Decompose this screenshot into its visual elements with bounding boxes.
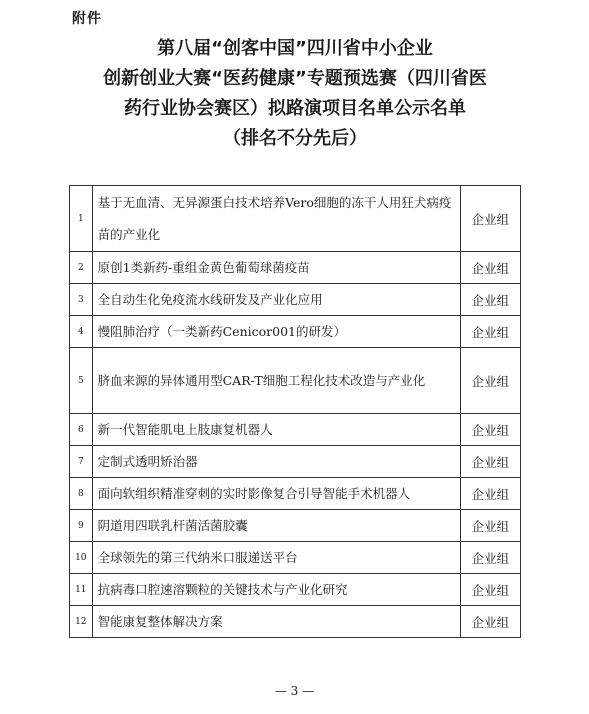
table-row: [70, 186, 521, 252]
row-number: 9: [70, 510, 93, 542]
project-group: 企业组: [460, 542, 520, 574]
table-row: [70, 316, 521, 348]
project-table: [69, 185, 521, 638]
row-number: 6: [70, 414, 93, 446]
project-name: 阴道用四联乳杆菌活菌胶囊: [92, 510, 460, 542]
row-number: 7: [70, 446, 93, 478]
project-name: 原创1类新药-重组金黄色葡萄球菌疫苗: [92, 252, 460, 284]
project-group: 企业组: [460, 446, 520, 478]
document-title: [60, 34, 530, 154]
attachment-label: 附件: [72, 11, 102, 27]
project-group: 企业组: [460, 284, 520, 316]
project-name: 抗病毒口腔速溶颗粒的关键技术与产业化研究: [92, 574, 460, 606]
table-row: [70, 348, 521, 414]
row-number: 2: [70, 252, 93, 284]
project-group: 企业组: [460, 510, 520, 542]
project-name: 全自动生化免疫流水线研发及产业化应用: [92, 284, 460, 316]
project-name: 脐血来源的异体通用型CAR-T细胞工程化技术改造与产业化: [92, 348, 460, 414]
project-group: 企业组: [460, 348, 520, 414]
project-name: 面向软组织精准穿刺的实时影像复合引导智能手术机器人: [92, 478, 460, 510]
project-name: 慢阻肺治疗（一类新药Cenicor001的研发）: [92, 316, 460, 348]
project-name: 智能康复整体解决方案: [92, 606, 460, 638]
table-row: [70, 606, 521, 638]
project-group: 企业组: [460, 574, 520, 606]
table-row: [70, 542, 521, 574]
project-group: 企业组: [460, 606, 520, 638]
project-name: 基于无血清、无异源蛋白技术培养Vero细胞的冻干人用狂犬病疫苗的产业化: [92, 186, 460, 252]
table-row: [70, 446, 521, 478]
row-number: 3: [70, 284, 93, 316]
project-name: 定制式透明矫治器: [92, 446, 460, 478]
page-number: — 3 —: [274, 684, 315, 698]
table-row: [70, 478, 521, 510]
row-number: 11: [70, 574, 93, 606]
project-group: 企业组: [460, 316, 520, 348]
project-name: 全球领先的第三代纳米口服递送平台: [92, 542, 460, 574]
title-line-1: 第八届“创客中国”四川省中小企业: [157, 38, 433, 59]
row-number: 1: [70, 186, 93, 252]
project-group: 企业组: [460, 478, 520, 510]
project-name: 新一代智能肌电上肢康复机器人: [92, 414, 460, 446]
row-number: 4: [70, 316, 93, 348]
title-line-3: 药行业协会赛区）拟路演项目名单公示名单: [124, 98, 466, 119]
table-row: [70, 414, 521, 446]
table-row: [70, 510, 521, 542]
table-row: [70, 574, 521, 606]
table-row: [70, 284, 521, 316]
row-number: 10: [70, 542, 93, 574]
title-line-4: （排名不分先后）: [223, 128, 367, 149]
table-row: [70, 252, 521, 284]
project-group: 企业组: [460, 414, 520, 446]
row-number: 12: [70, 606, 93, 638]
project-group: 企业组: [460, 252, 520, 284]
row-number: 8: [70, 478, 93, 510]
row-number: 5: [70, 348, 93, 414]
project-group: 企业组: [460, 186, 520, 252]
title-line-2: 创新创业大赛“医药健康”专题预选赛（四川省医: [103, 68, 487, 89]
